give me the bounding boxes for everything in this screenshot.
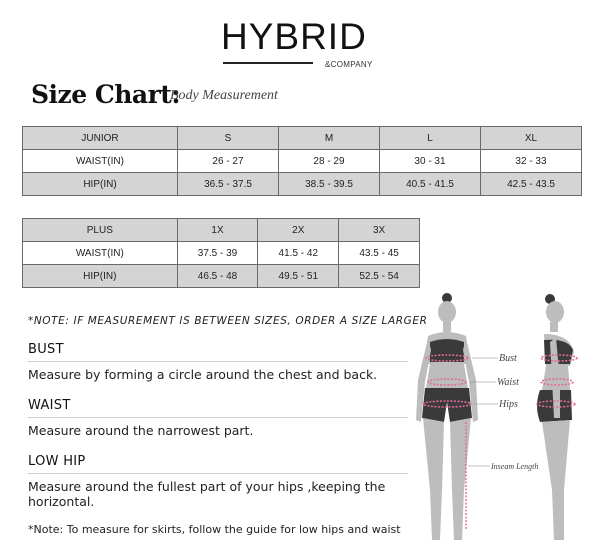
table-cell: 38.5 - 39.5 — [279, 173, 380, 196]
front-figure — [416, 293, 478, 540]
section-divider — [28, 417, 408, 418]
table-cell: 28 - 29 — [279, 150, 380, 173]
section-divider — [28, 361, 408, 362]
page-subtitle: Body Measurement — [170, 88, 278, 103]
left-leg — [423, 418, 444, 540]
section-heading-low-hip: LOW HIP — [28, 454, 86, 469]
section-body-waist: Measure around the narrowest part. — [28, 423, 254, 438]
brand-logo — [221, 16, 373, 69]
sports-bra — [430, 339, 464, 362]
neck — [443, 322, 451, 332]
side-figure — [537, 294, 577, 540]
junior-size-table — [22, 126, 582, 196]
table-header-cell: 3X — [339, 219, 420, 242]
table-row — [23, 150, 582, 173]
table-cell: 52.5 - 54 — [339, 265, 420, 288]
table-row — [23, 265, 420, 288]
table-cell: 43.5 - 45 — [339, 242, 420, 265]
waist-label: Waist — [497, 377, 519, 388]
page-title: Size Chart: — [31, 80, 181, 109]
section-heading-waist: WAIST — [28, 398, 71, 413]
table-header-cell: JUNIOR — [23, 127, 178, 150]
head — [546, 301, 564, 323]
body-measurement-illustration — [410, 290, 600, 550]
table-cell: 40.5 - 41.5 — [380, 173, 481, 196]
table-header-cell: L — [380, 127, 481, 150]
table-cell: 49.5 - 51 — [258, 265, 339, 288]
table-cell: 46.5 - 48 — [177, 265, 258, 288]
table-cell: 37.5 - 39 — [177, 242, 258, 265]
table-header-cell: M — [279, 127, 380, 150]
table-cell: WAIST(IN) — [23, 242, 178, 265]
table-header-cell: 2X — [258, 219, 339, 242]
brand-name: HYBRID — [221, 16, 367, 57]
table-cell: 26 - 27 — [178, 150, 279, 173]
table-cell: 42.5 - 43.5 — [481, 173, 582, 196]
bust-label: Bust — [499, 353, 517, 364]
section-heading-bust: BUST — [28, 342, 64, 357]
brand-subtitle: &COMPANY — [325, 60, 373, 69]
section-divider — [28, 473, 408, 474]
skirt-footnote: *Note: To measure for skirts, follow the guide for low hips and waist — [28, 523, 401, 536]
table-header-cell: PLUS — [23, 219, 178, 242]
size-note: *NOTE: IF MEASUREMENT IS BETWEEN SIZES, ORDER A SIZE LARGER — [28, 315, 428, 327]
section-body-low-hip: Measure around the fullest part of your hips ,keeping the horizontal. — [28, 479, 386, 509]
table-header-cell: 1X — [177, 219, 258, 242]
legs — [542, 420, 570, 540]
hips-label: Hips — [499, 399, 518, 410]
plus-size-table — [22, 218, 420, 288]
table-cell: 30 - 31 — [380, 150, 481, 173]
shorts — [422, 388, 472, 422]
table-row — [23, 173, 582, 196]
inseam-label: Inseam Length — [491, 462, 539, 471]
table-header-cell: XL — [481, 127, 582, 150]
neck — [550, 322, 558, 332]
section-body-bust: Measure by forming a circle around the chest and back. — [28, 367, 378, 382]
right-leg — [450, 418, 471, 540]
table-row — [23, 219, 420, 242]
table-cell: 32 - 33 — [481, 150, 582, 173]
table-cell: HIP(IN) — [23, 173, 178, 196]
table-cell: 41.5 - 42 — [258, 242, 339, 265]
table-cell: 36.5 - 37.5 — [178, 173, 279, 196]
table-header-cell: S — [178, 127, 279, 150]
table-row — [23, 127, 582, 150]
table-cell: WAIST(IN) — [23, 150, 178, 173]
table-cell: HIP(IN) — [23, 265, 178, 288]
head — [438, 301, 456, 323]
brand-underline — [223, 62, 313, 64]
table-row — [23, 242, 420, 265]
